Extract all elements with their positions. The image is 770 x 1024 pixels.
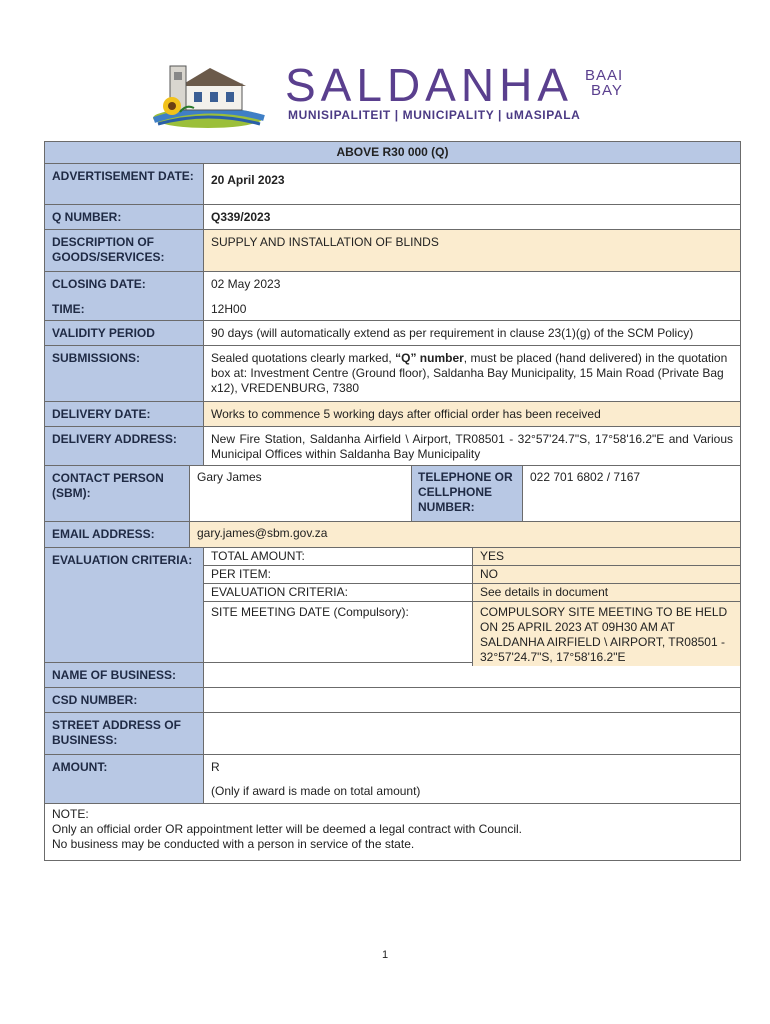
saldanha-house-emblem-icon	[150, 58, 268, 130]
evaluation-item	[204, 584, 740, 602]
brand-side-line-2: BAY	[591, 82, 623, 99]
telephone-label: TELEPHONE OR CELLPHONE NUMBER:	[412, 466, 523, 521]
evaluation-grid	[204, 548, 740, 662]
validity-label: VALIDITY PERIOD	[45, 321, 204, 345]
q-number-row	[45, 204, 740, 229]
delivery-date-value: Works to commence 5 working days after official order has been received	[204, 402, 740, 426]
evaluation-item	[204, 566, 740, 584]
amount-field[interactable]	[204, 755, 740, 803]
csd-number-label: CSD NUMBER:	[45, 688, 204, 712]
description-value: SUPPLY AND INSTALLATION OF BLINDS	[204, 230, 740, 271]
description-row	[45, 229, 740, 271]
closing-date-value: 02 May 2023	[211, 277, 281, 291]
advertisement-date-row	[45, 163, 740, 204]
brand-side-line-1: BAAI	[585, 67, 624, 84]
email-value: gary.james@sbm.gov.za	[190, 522, 740, 547]
street-address-field[interactable]	[204, 713, 740, 754]
evaluation-item	[204, 602, 740, 666]
business-name-field[interactable]	[204, 663, 740, 687]
evaluation-item-key: PER ITEM:	[204, 566, 473, 583]
note-line-1: Only an official order OR appointment letter will be deemed a legal contract with Council.	[52, 822, 523, 836]
business-name-row	[45, 662, 740, 687]
validity-row	[45, 320, 740, 345]
q-number-label: Q NUMBER:	[45, 205, 204, 229]
amount-label: AMOUNT:	[45, 755, 204, 803]
evaluation-item-value: NO	[473, 566, 740, 583]
submissions-value	[204, 346, 740, 401]
brand-wordmark	[285, 59, 624, 122]
advertisement-date-value: 20 April 2023	[211, 173, 285, 187]
time-value: 12H00	[211, 302, 247, 316]
contact-label: CONTACT PERSON (SBM):	[45, 466, 190, 521]
quotation-form-table	[44, 141, 741, 861]
delivery-address-label: DELIVERY ADDRESS:	[45, 427, 204, 465]
evaluation-item-key: EVALUATION CRITERIA:	[204, 584, 473, 601]
delivery-date-row	[45, 401, 740, 426]
contact-row	[45, 465, 740, 521]
closing-date-label: CLOSING DATE:	[52, 277, 146, 291]
contact-name-value: Gary James	[190, 466, 412, 521]
closing-date-row	[45, 271, 740, 320]
q-number-value: Q339/2023	[211, 210, 271, 224]
title-row	[45, 142, 740, 163]
business-name-label: NAME OF BUSINESS:	[45, 663, 204, 687]
note-title: NOTE:	[52, 807, 89, 821]
amount-note: (Only if award is made on total amount)	[211, 784, 421, 798]
advertisement-date-label: ADVERTISEMENT DATE:	[45, 164, 204, 204]
validity-value: 90 days (will automatically extend as per requirement in clause 23(1)(g) of the SCM Policy)	[211, 326, 694, 340]
note-line-2: No business may be conducted with a person in service of the state.	[52, 837, 415, 851]
amount-currency: R	[211, 760, 220, 774]
evaluation-item-value: See details in document	[473, 584, 740, 601]
submissions-text-pre: Sealed quotations clearly marked,	[211, 351, 396, 365]
evaluation-item-value: YES	[473, 548, 740, 565]
delivery-date-label: DELIVERY DATE:	[45, 402, 204, 426]
evaluation-item-key: SITE MEETING DATE (Compulsory):	[204, 602, 473, 666]
evaluation-label: EVALUATION CRITERIA:	[45, 548, 204, 662]
description-label: DESCRIPTION OF GOODS/SERVICES:	[45, 230, 204, 271]
form-title: ABOVE R30 000 (Q)	[45, 142, 740, 163]
evaluation-item-key: TOTAL AMOUNT:	[204, 548, 473, 565]
evaluation-item	[204, 548, 740, 566]
closing-date-label-cell	[45, 272, 204, 320]
page-number: 1	[381, 949, 389, 961]
evaluation-row	[45, 547, 740, 662]
street-address-row	[45, 712, 740, 754]
closing-date-value-cell	[204, 272, 740, 320]
amount-row	[45, 754, 740, 803]
note-row	[45, 803, 740, 860]
email-row	[45, 521, 740, 547]
email-label: EMAIL ADDRESS:	[45, 522, 190, 547]
delivery-address-value: New Fire Station, Saldanha Airfield \ Airport, TR08501 - 32°57'24.7"S, 17°58'16.2"E and Various Municipal Offices within Saldanha Bay Municipality	[211, 432, 733, 461]
csd-number-row	[45, 687, 740, 712]
brand-side-text	[585, 68, 623, 98]
brand-subtitle: MUNISIPALITEIT | MUNICIPALITY | uMASIPALA	[288, 108, 581, 122]
submissions-text-post: , must be placed (hand delivered) in the quotation box at: Investment Centre (Ground floor), Saldanha Bay Municipality, 15 Main Road (Private Bag x12), VREDENBURG, 7380	[211, 351, 728, 395]
delivery-address-row	[45, 426, 740, 465]
submissions-label: SUBMISSIONS:	[45, 346, 204, 401]
csd-number-field[interactable]	[204, 688, 740, 712]
note-block	[45, 804, 529, 860]
evaluation-item-value: COMPULSORY SITE MEETING TO BE HELD ON 25 APRIL 2023 AT 09H30 AM AT SALDANHA AIRFIELD \ AIRPORT, TR08501 - 32°57'24.7"S, 17°58'16.2"E	[473, 602, 740, 666]
street-address-label: STREET ADDRESS OF BUSINESS:	[45, 713, 204, 754]
brand-name: SALDANHA	[285, 59, 573, 111]
municipality-logo	[150, 58, 630, 130]
time-label: TIME:	[52, 302, 85, 316]
submissions-text-bold: “Q” number	[395, 351, 464, 365]
submissions-row	[45, 345, 740, 401]
telephone-value: 022 701 6802 / 7167	[530, 470, 641, 484]
